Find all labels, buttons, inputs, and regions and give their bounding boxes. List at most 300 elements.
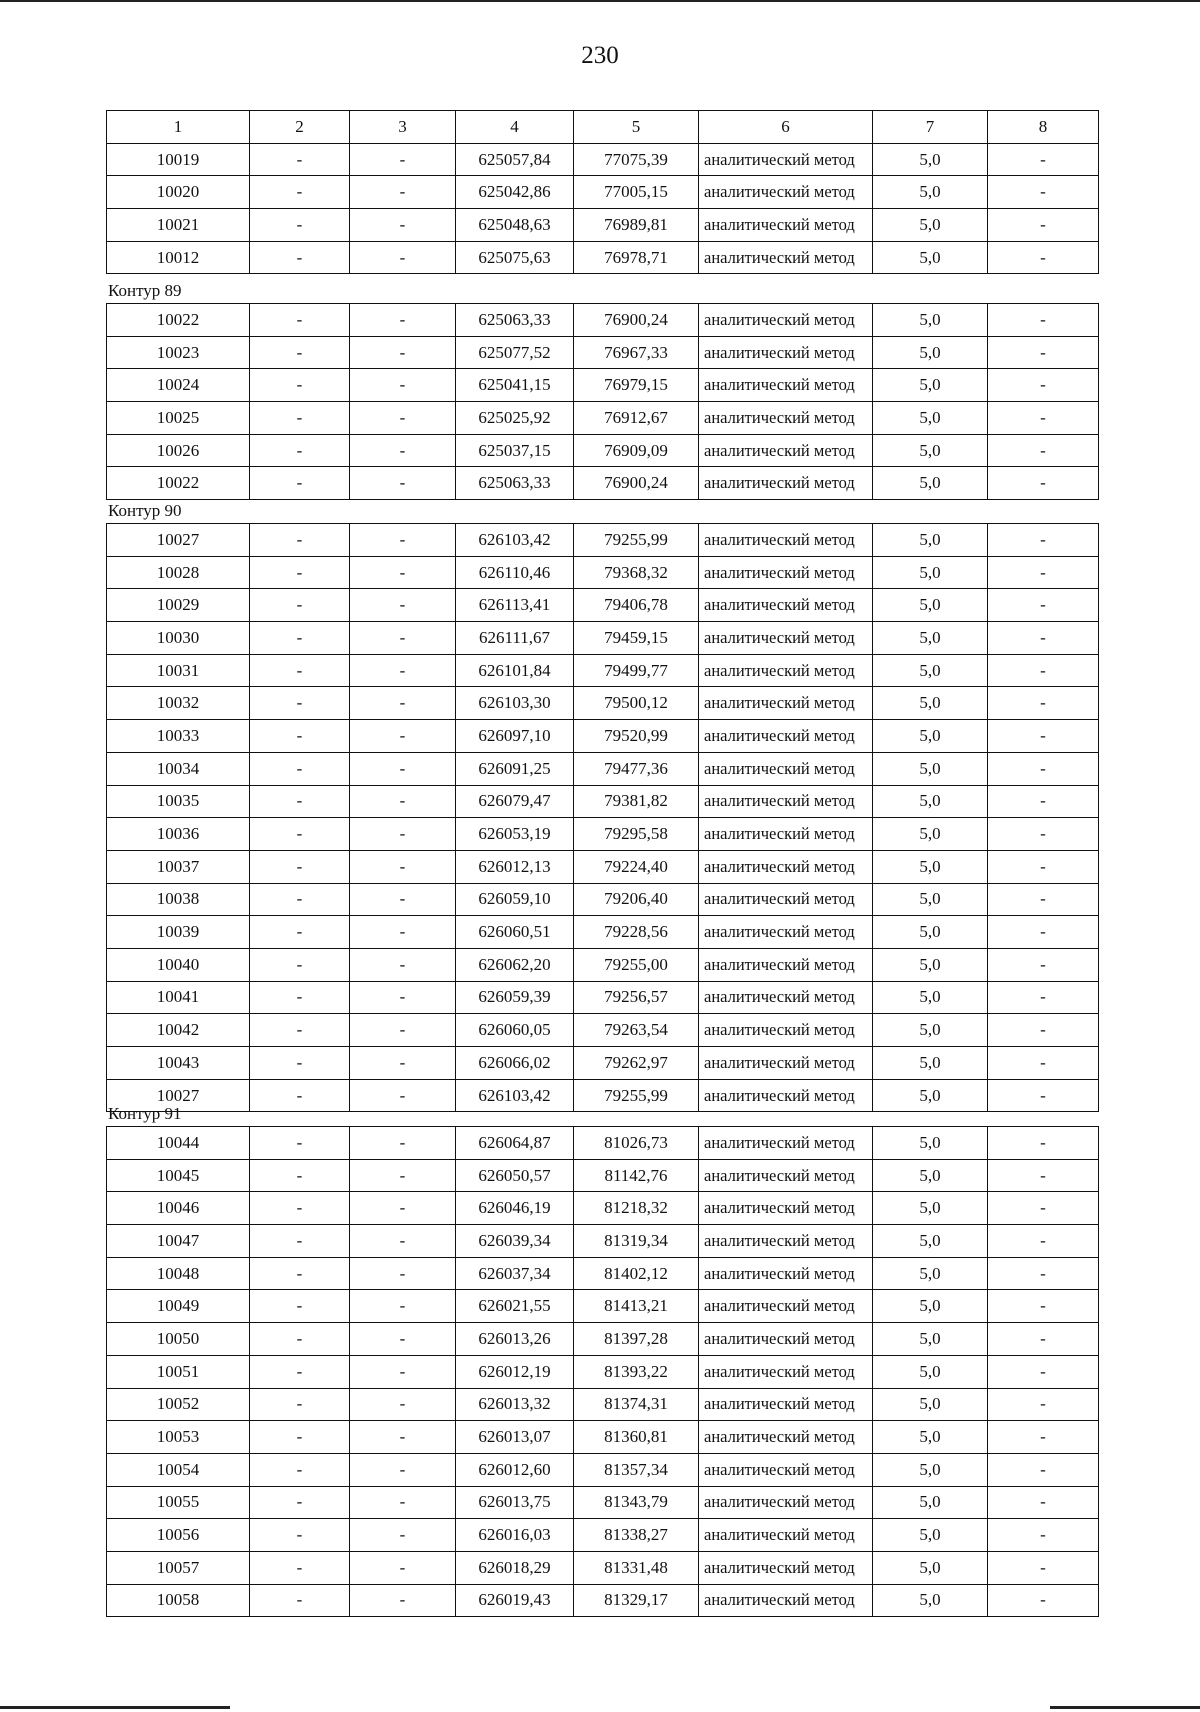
table-cell-col-2: - <box>250 1257 350 1290</box>
scan-edge-bottom <box>1050 1706 1200 1709</box>
table-cell-col-8: - <box>988 1079 1099 1112</box>
table-row <box>107 1225 1099 1258</box>
table-cell-col-6: аналитический метод <box>699 981 873 1014</box>
table-cell-col-6: аналитический метод <box>699 369 873 402</box>
table-cell-col-5: 76900,24 <box>574 467 699 500</box>
table-cell-col-3: - <box>350 176 456 209</box>
table-cell-col-7: 5,0 <box>873 209 988 242</box>
table-cell-col-3: - <box>350 1159 456 1192</box>
table-cell-col-5: 81357,34 <box>574 1453 699 1486</box>
table-cell-col-6: аналитический метод <box>699 687 873 720</box>
table-cell-col-5: 81026,73 <box>574 1127 699 1160</box>
table-cell-col-1: 10031 <box>107 654 250 687</box>
table-cell-col-2: - <box>250 369 350 402</box>
table-cell-col-7: 5,0 <box>873 402 988 435</box>
table-cell-col-7: 5,0 <box>873 818 988 851</box>
table-row <box>107 467 1099 500</box>
table-cell-col-7: 5,0 <box>873 1453 988 1486</box>
column-header-4: 4 <box>456 111 574 144</box>
table-cell-col-7: 5,0 <box>873 176 988 209</box>
table-cell-col-5: 79228,56 <box>574 916 699 949</box>
table-cell-col-4: 626019,43 <box>456 1584 574 1617</box>
table-cell-col-8: - <box>988 209 1099 242</box>
table-cell-col-6: аналитический метод <box>699 467 873 500</box>
table-cell-col-2: - <box>250 1388 350 1421</box>
table-cell-col-4: 626062,20 <box>456 948 574 981</box>
table-row <box>107 1323 1099 1356</box>
table-cell-col-8: - <box>988 336 1099 369</box>
table-cell-col-6: аналитический метод <box>699 241 873 274</box>
table-cell-col-2: - <box>250 143 350 176</box>
table-cell-col-7: 5,0 <box>873 1257 988 1290</box>
table-cell-col-8: - <box>988 1453 1099 1486</box>
table-cell-col-8: - <box>988 467 1099 500</box>
table-cell-col-7: 5,0 <box>873 1047 988 1080</box>
table-cell-col-7: 5,0 <box>873 304 988 337</box>
table-cell-col-7: 5,0 <box>873 850 988 883</box>
table-cell-col-3: - <box>350 369 456 402</box>
table-cell-col-1: 10029 <box>107 589 250 622</box>
table-cell-col-1: 10022 <box>107 304 250 337</box>
table-cell-col-7: 5,0 <box>873 1388 988 1421</box>
table-cell-col-6: аналитический метод <box>699 556 873 589</box>
table-row <box>107 1421 1099 1454</box>
table-cell-col-4: 626012,13 <box>456 850 574 883</box>
table-cell-col-3: - <box>350 785 456 818</box>
table-cell-col-8: - <box>988 622 1099 655</box>
table-cell-col-3: - <box>350 1486 456 1519</box>
table-row <box>107 434 1099 467</box>
table-cell-col-5: 79477,36 <box>574 752 699 785</box>
table-row <box>107 1486 1099 1519</box>
table-cell-col-1: 10037 <box>107 850 250 883</box>
table-cell-col-3: - <box>350 1079 456 1112</box>
table-cell-col-1: 10038 <box>107 883 250 916</box>
contour-label: Контур 91 <box>108 1104 182 1123</box>
table-cell-col-8: - <box>988 654 1099 687</box>
table-cell-col-1: 10049 <box>107 1290 250 1323</box>
table-cell-col-5: 79263,54 <box>574 1014 699 1047</box>
table-cell-col-6: аналитический метод <box>699 1192 873 1225</box>
table-cell-col-8: - <box>988 1290 1099 1323</box>
table-cell-col-1: 10020 <box>107 176 250 209</box>
table-cell-col-7: 5,0 <box>873 434 988 467</box>
table-cell-col-6: аналитический метод <box>699 1079 873 1112</box>
table-row <box>107 948 1099 981</box>
table-row <box>107 654 1099 687</box>
table-cell-col-8: - <box>988 981 1099 1014</box>
table-cell-col-7: 5,0 <box>873 369 988 402</box>
table-cell-col-6: аналитический метод <box>699 1551 873 1584</box>
table-cell-col-4: 626050,57 <box>456 1159 574 1192</box>
contour-label: Контур 90 <box>108 501 182 520</box>
table-cell-col-2: - <box>250 304 350 337</box>
table-row <box>107 1014 1099 1047</box>
table-cell-col-3: - <box>350 687 456 720</box>
table-row <box>107 1355 1099 1388</box>
table-cell-col-7: 5,0 <box>873 143 988 176</box>
table-row <box>107 1519 1099 1552</box>
table-cell-col-3: - <box>350 720 456 753</box>
table-row <box>107 524 1099 557</box>
table-cell-col-8: - <box>988 916 1099 949</box>
table-cell-col-4: 626066,02 <box>456 1047 574 1080</box>
table-cell-col-6: аналитический метод <box>699 1257 873 1290</box>
table-cell-col-8: - <box>988 369 1099 402</box>
table-cell-col-6: аналитический метод <box>699 1159 873 1192</box>
table-cell-col-4: 626039,34 <box>456 1225 574 1258</box>
table-cell-col-5: 79255,00 <box>574 948 699 981</box>
table-cell-col-8: - <box>988 241 1099 274</box>
table-cell-col-2: - <box>250 1421 350 1454</box>
coordinates-table <box>106 110 1099 274</box>
table-cell-col-4: 626101,84 <box>456 654 574 687</box>
table-cell-col-7: 5,0 <box>873 948 988 981</box>
table-header-row <box>107 111 1099 144</box>
table-cell-col-4: 626103,30 <box>456 687 574 720</box>
table-cell-col-8: - <box>988 1323 1099 1356</box>
table-cell-col-4: 626111,67 <box>456 622 574 655</box>
table-cell-col-7: 5,0 <box>873 687 988 720</box>
table-cell-col-2: - <box>250 402 350 435</box>
table-cell-col-1: 10028 <box>107 556 250 589</box>
table-cell-col-6: аналитический метод <box>699 1127 873 1160</box>
table-cell-col-7: 5,0 <box>873 1355 988 1388</box>
table-cell-col-2: - <box>250 1453 350 1486</box>
table-row <box>107 1584 1099 1617</box>
table-cell-col-6: аналитический метод <box>699 622 873 655</box>
table-cell-col-7: 5,0 <box>873 1192 988 1225</box>
table-row <box>107 241 1099 274</box>
table-cell-col-5: 81397,28 <box>574 1323 699 1356</box>
table-cell-col-6: аналитический метод <box>699 209 873 242</box>
table-cell-col-8: - <box>988 785 1099 818</box>
table-cell-col-8: - <box>988 1047 1099 1080</box>
table-cell-col-3: - <box>350 1519 456 1552</box>
table-cell-col-4: 626012,19 <box>456 1355 574 1388</box>
table-cell-col-3: - <box>350 1388 456 1421</box>
table-cell-col-1: 10044 <box>107 1127 250 1160</box>
table-cell-col-5: 81218,32 <box>574 1192 699 1225</box>
table-cell-col-6: аналитический метод <box>699 336 873 369</box>
table-cell-col-3: - <box>350 1355 456 1388</box>
table-cell-col-5: 81142,76 <box>574 1159 699 1192</box>
table-cell-col-6: аналитический метод <box>699 1519 873 1552</box>
table-cell-col-6: аналитический метод <box>699 304 873 337</box>
table-cell-col-4: 625037,15 <box>456 434 574 467</box>
table-cell-col-1: 10057 <box>107 1551 250 1584</box>
table-cell-col-6: аналитический метод <box>699 654 873 687</box>
table-cell-col-8: - <box>988 1421 1099 1454</box>
table-cell-col-5: 76967,33 <box>574 336 699 369</box>
table-cell-col-2: - <box>250 622 350 655</box>
table-cell-col-5: 81329,17 <box>574 1584 699 1617</box>
table-row <box>107 176 1099 209</box>
table-cell-col-6: аналитический метод <box>699 850 873 883</box>
table-cell-col-8: - <box>988 1355 1099 1388</box>
table-cell-col-7: 5,0 <box>873 1290 988 1323</box>
table-row <box>107 1388 1099 1421</box>
table-cell-col-3: - <box>350 1453 456 1486</box>
table-cell-col-2: - <box>250 720 350 753</box>
table-cell-col-8: - <box>988 434 1099 467</box>
table-cell-col-1: 10046 <box>107 1192 250 1225</box>
table-cell-col-2: - <box>250 1159 350 1192</box>
table-row <box>107 1047 1099 1080</box>
table-cell-col-1: 10052 <box>107 1388 250 1421</box>
table-row <box>107 622 1099 655</box>
table-cell-col-7: 5,0 <box>873 241 988 274</box>
table-cell-col-8: - <box>988 752 1099 785</box>
table-cell-col-1: 10026 <box>107 434 250 467</box>
table-cell-col-7: 5,0 <box>873 524 988 557</box>
table-cell-col-3: - <box>350 850 456 883</box>
table-cell-col-3: - <box>350 948 456 981</box>
table-cell-col-3: - <box>350 752 456 785</box>
table-cell-col-6: аналитический метод <box>699 1047 873 1080</box>
table-row <box>107 336 1099 369</box>
table-cell-col-4: 626059,10 <box>456 883 574 916</box>
table-cell-col-2: - <box>250 1519 350 1552</box>
table-cell-col-3: - <box>350 524 456 557</box>
table-cell-col-4: 626091,25 <box>456 752 574 785</box>
table-cell-col-2: - <box>250 589 350 622</box>
table-cell-col-7: 5,0 <box>873 1584 988 1617</box>
table-cell-col-1: 10058 <box>107 1584 250 1617</box>
table-cell-col-7: 5,0 <box>873 336 988 369</box>
table-cell-col-7: 5,0 <box>873 981 988 1014</box>
table-cell-col-2: - <box>250 948 350 981</box>
table-row <box>107 981 1099 1014</box>
table-cell-col-1: 10040 <box>107 948 250 981</box>
table-cell-col-8: - <box>988 304 1099 337</box>
table-cell-col-8: - <box>988 1127 1099 1160</box>
table-cell-col-1: 10045 <box>107 1159 250 1192</box>
table-cell-col-7: 5,0 <box>873 785 988 818</box>
table-cell-col-7: 5,0 <box>873 589 988 622</box>
table-cell-col-7: 5,0 <box>873 1486 988 1519</box>
table-cell-col-3: - <box>350 1551 456 1584</box>
table-cell-col-1: 10054 <box>107 1453 250 1486</box>
table-cell-col-5: 79206,40 <box>574 883 699 916</box>
table-cell-col-3: - <box>350 1192 456 1225</box>
table-row <box>107 589 1099 622</box>
table-cell-col-4: 626018,29 <box>456 1551 574 1584</box>
table-cell-col-6: аналитический метод <box>699 1388 873 1421</box>
table-cell-col-2: - <box>250 916 350 949</box>
table-cell-col-7: 5,0 <box>873 1079 988 1112</box>
table-cell-col-1: 10012 <box>107 241 250 274</box>
table-cell-col-4: 625077,52 <box>456 336 574 369</box>
scan-edge-bottom <box>0 1706 230 1709</box>
table-cell-col-2: - <box>250 687 350 720</box>
table-cell-col-5: 81402,12 <box>574 1257 699 1290</box>
table-cell-col-2: - <box>250 1225 350 1258</box>
table-cell-col-5: 76912,67 <box>574 402 699 435</box>
table-cell-col-8: - <box>988 402 1099 435</box>
table-cell-col-7: 5,0 <box>873 1323 988 1356</box>
table-cell-col-7: 5,0 <box>873 1014 988 1047</box>
table-cell-col-1: 10027 <box>107 524 250 557</box>
table-cell-col-8: - <box>988 1584 1099 1617</box>
table-cell-col-7: 5,0 <box>873 1551 988 1584</box>
table-cell-col-2: - <box>250 1290 350 1323</box>
table-cell-col-1: 10030 <box>107 622 250 655</box>
table-cell-col-1: 10050 <box>107 1323 250 1356</box>
table-row <box>107 1453 1099 1486</box>
table-cell-col-8: - <box>988 176 1099 209</box>
table-cell-col-5: 79255,99 <box>574 524 699 557</box>
table-cell-col-2: - <box>250 556 350 589</box>
table-cell-col-6: аналитический метод <box>699 916 873 949</box>
table-cell-col-5: 81331,48 <box>574 1551 699 1584</box>
table-cell-col-1: 10032 <box>107 687 250 720</box>
table-cell-col-8: - <box>988 1225 1099 1258</box>
table-cell-col-5: 81393,22 <box>574 1355 699 1388</box>
table-cell-col-3: - <box>350 818 456 851</box>
table-cell-col-5: 79520,99 <box>574 720 699 753</box>
table-cell-col-5: 79368,32 <box>574 556 699 589</box>
table-cell-col-8: - <box>988 1159 1099 1192</box>
table-cell-col-4: 625075,63 <box>456 241 574 274</box>
table-cell-col-4: 625042,86 <box>456 176 574 209</box>
table-cell-col-2: - <box>250 818 350 851</box>
table-cell-col-7: 5,0 <box>873 1127 988 1160</box>
table-cell-col-4: 626013,32 <box>456 1388 574 1421</box>
table-cell-col-2: - <box>250 785 350 818</box>
table-cell-col-3: - <box>350 1290 456 1323</box>
table-cell-col-7: 5,0 <box>873 654 988 687</box>
table-cell-col-3: - <box>350 1323 456 1356</box>
table-cell-col-5: 76978,71 <box>574 241 699 274</box>
coordinates-table <box>106 1126 1099 1617</box>
table-cell-col-1: 10041 <box>107 981 250 1014</box>
table-cell-col-6: аналитический метод <box>699 143 873 176</box>
table-cell-col-3: - <box>350 1127 456 1160</box>
table-cell-col-8: - <box>988 143 1099 176</box>
table-cell-col-2: - <box>250 1551 350 1584</box>
table-cell-col-5: 79224,40 <box>574 850 699 883</box>
table-row <box>107 916 1099 949</box>
table-cell-col-6: аналитический метод <box>699 1225 873 1258</box>
table-row <box>107 687 1099 720</box>
table-cell-col-3: - <box>350 1047 456 1080</box>
table-cell-col-4: 626013,07 <box>456 1421 574 1454</box>
table-cell-col-8: - <box>988 1257 1099 1290</box>
table-cell-col-4: 626060,51 <box>456 916 574 949</box>
table-cell-col-2: - <box>250 1079 350 1112</box>
table-cell-col-3: - <box>350 1225 456 1258</box>
table-cell-col-8: - <box>988 1486 1099 1519</box>
table-cell-col-1: 10021 <box>107 209 250 242</box>
table-cell-col-8: - <box>988 524 1099 557</box>
table-cell-col-8: - <box>988 556 1099 589</box>
table-cell-col-5: 81343,79 <box>574 1486 699 1519</box>
table-cell-col-1: 10039 <box>107 916 250 949</box>
table-cell-col-1: 10022 <box>107 467 250 500</box>
table-cell-col-6: аналитический метод <box>699 1355 873 1388</box>
table-cell-col-3: - <box>350 241 456 274</box>
table-cell-col-6: аналитический метод <box>699 589 873 622</box>
table-cell-col-4: 626046,19 <box>456 1192 574 1225</box>
table-cell-col-5: 79381,82 <box>574 785 699 818</box>
table-cell-col-3: - <box>350 467 456 500</box>
table-row <box>107 785 1099 818</box>
table-cell-col-1: 10042 <box>107 1014 250 1047</box>
table-cell-col-4: 626079,47 <box>456 785 574 818</box>
table-row <box>107 402 1099 435</box>
table-cell-col-6: аналитический метод <box>699 1323 873 1356</box>
table-cell-col-4: 626097,10 <box>456 720 574 753</box>
table-cell-col-8: - <box>988 720 1099 753</box>
table-cell-col-1: 10025 <box>107 402 250 435</box>
contour-label: Контур 89 <box>108 281 182 300</box>
table-cell-col-3: - <box>350 556 456 589</box>
table-cell-col-6: аналитический метод <box>699 883 873 916</box>
table-cell-col-3: - <box>350 1257 456 1290</box>
table-row <box>107 1079 1099 1112</box>
table-cell-col-5: 76989,81 <box>574 209 699 242</box>
table-cell-col-3: - <box>350 1584 456 1617</box>
table-cell-col-3: - <box>350 916 456 949</box>
table-row <box>107 1159 1099 1192</box>
table-cell-col-2: - <box>250 1127 350 1160</box>
table-cell-col-4: 626103,42 <box>456 524 574 557</box>
table-row <box>107 720 1099 753</box>
table-cell-col-2: - <box>250 850 350 883</box>
table-cell-col-2: - <box>250 241 350 274</box>
table-cell-col-4: 626110,46 <box>456 556 574 589</box>
column-header-5: 5 <box>574 111 699 144</box>
table-cell-col-7: 5,0 <box>873 1159 988 1192</box>
table-cell-col-4: 625057,84 <box>456 143 574 176</box>
table-cell-col-2: - <box>250 1486 350 1519</box>
table-cell-col-4: 626113,41 <box>456 589 574 622</box>
table-cell-col-3: - <box>350 981 456 1014</box>
table-cell-col-5: 79256,57 <box>574 981 699 1014</box>
table-cell-col-5: 79459,15 <box>574 622 699 655</box>
table-row <box>107 143 1099 176</box>
table-cell-col-3: - <box>350 402 456 435</box>
table-cell-col-5: 79295,58 <box>574 818 699 851</box>
table-cell-col-8: - <box>988 589 1099 622</box>
table-cell-col-2: - <box>250 524 350 557</box>
table-cell-col-8: - <box>988 687 1099 720</box>
table-cell-col-4: 626016,03 <box>456 1519 574 1552</box>
table-cell-col-1: 10051 <box>107 1355 250 1388</box>
table-cell-col-4: 625063,33 <box>456 304 574 337</box>
table-cell-col-4: 626012,60 <box>456 1453 574 1486</box>
table-cell-col-6: аналитический метод <box>699 176 873 209</box>
table-cell-col-8: - <box>988 1519 1099 1552</box>
table-cell-col-6: аналитический метод <box>699 1453 873 1486</box>
table-cell-col-1: 10034 <box>107 752 250 785</box>
table-cell-col-8: - <box>988 883 1099 916</box>
table-cell-col-5: 79500,12 <box>574 687 699 720</box>
table-cell-col-1: 10033 <box>107 720 250 753</box>
table-cell-col-6: аналитический метод <box>699 1421 873 1454</box>
table-cell-col-7: 5,0 <box>873 467 988 500</box>
table-cell-col-3: - <box>350 622 456 655</box>
table-cell-col-3: - <box>350 1014 456 1047</box>
table-cell-col-3: - <box>350 654 456 687</box>
column-header-1: 1 <box>107 111 250 144</box>
table-cell-col-4: 626013,26 <box>456 1323 574 1356</box>
table-cell-col-5: 81360,81 <box>574 1421 699 1454</box>
table-cell-col-5: 76979,15 <box>574 369 699 402</box>
table-cell-col-7: 5,0 <box>873 1519 988 1552</box>
table-cell-col-3: - <box>350 883 456 916</box>
